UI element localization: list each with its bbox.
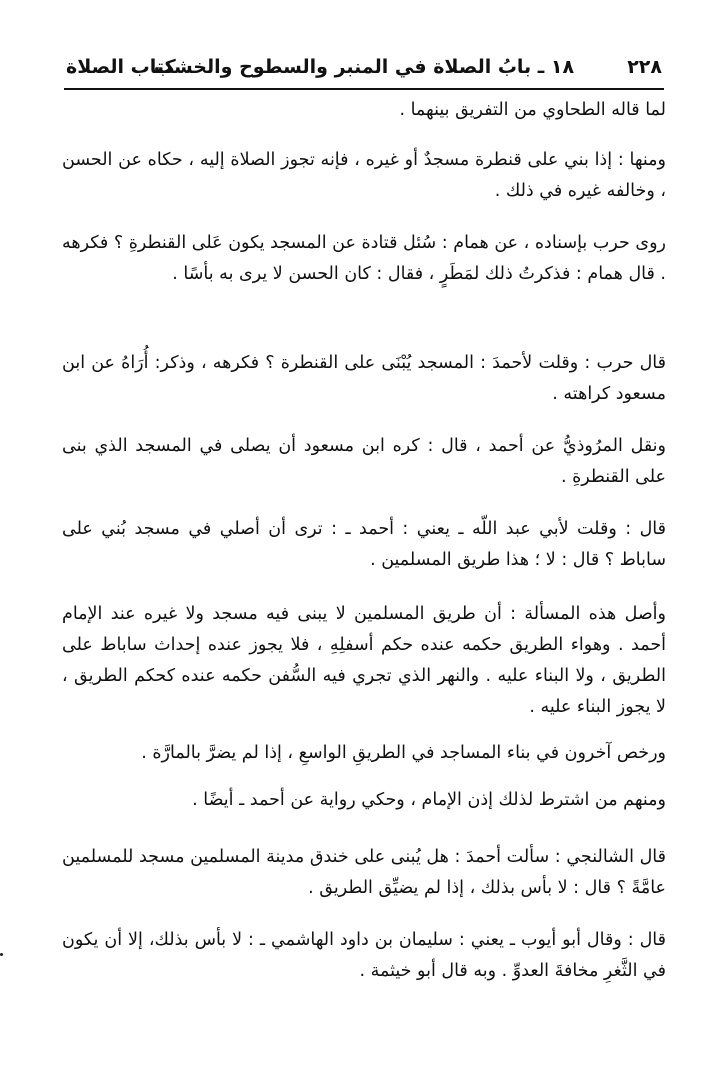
page-number: ٢٢٨ [627,56,662,78]
paragraph: ومنها : إذا بني على قنطرة مسجدٌ أو غيره ، فإنه تجوز الصلاة إليه ، حكاه عن الحسن ، وخالفه غيره في ذلك . [62,150,666,201]
paragraph: لما قاله الطحاوي من التفريق بينهما . [399,100,666,120]
paragraph: قال الشالنجي : سألت أحمدَ : هل يُبنى على خندق مدينة المسلمين مسجد للمسلمين عامَّةً ؟ قال : لا بأس بذلك ، إذا لم يضيِّق الطريق . [62,847,666,898]
paragraph: وأصل هذه المسألة : أن طريق المسلمين لا يبنى فيه مسجد ولا غيره عند الإمام أحمد . وهواء الطريق حكمه عنده حكم أسفلِهِ ، فلا يجوز عنده إحداث ساباط على الطريق ، ولا البناء عليه . والنهر الذي تجري فيه السُّفن حكمه عنده كحكم الطريق ، لا يجوز البناء عليه . [62,604,666,717]
paragraph: ورخص آخرون في بناء المساجد في الطريقِ الواسعِ ، إذا لم يضرَّ بالمارَّة . [141,743,666,763]
running-header [66,52,662,86]
paragraph: ونقل المرُوذيُّ عن أحمد ، قال : كره ابن مسعود أن يصلى في المسجد الذي بنى على القنطرةِ . [62,436,666,487]
paragraph: روى حرب بإسناده ، عن همام : سُئل قتادة عن المسجد يكون عَلى القنطرةِ ؟ فكرهه . قال همام : فذكرتُ ذلك لمَطَرٍ ، فقال : كان الحسن لا يرى به بأسًا . [62,233,666,284]
paragraph: قال : وقال أبو أيوب ـ يعني : سليمان بن داود الهاشمي ـ : لا بأس بذلك، إلا أن يكون في الثَّغرِ مخافةَ العدوِّ . وبه قال أبو خيثمة . [62,930,666,981]
paragraph: ومنهم من اشترط لذلك إذن الإمام ، وحكي رواية عن أحمد ـ أيضًا . [192,790,666,810]
header-rule [64,88,664,90]
paragraph: قال حرب : وقلت لأحمدَ : المسجد يُبْنَى على القنطرة ؟ فكرهه ، وذكر: أُرَاهُ عن ابن مسعود كراهته . [62,353,666,404]
paragraph: قال : وقلت لأبي عبد اللّه ـ يعني : أحمد ـ : ترى أن أصلي في مسجد بُني على ساباط ؟ قال : لا ؛ هذا طريق المسلمين . [62,519,666,570]
book-title: كتاب الصلاة [66,56,176,78]
margin-dot [0,953,3,956]
chapter-title: ١٨ ـ بابُ الصلاة في المنبر والسطوح والخشب [153,56,575,78]
